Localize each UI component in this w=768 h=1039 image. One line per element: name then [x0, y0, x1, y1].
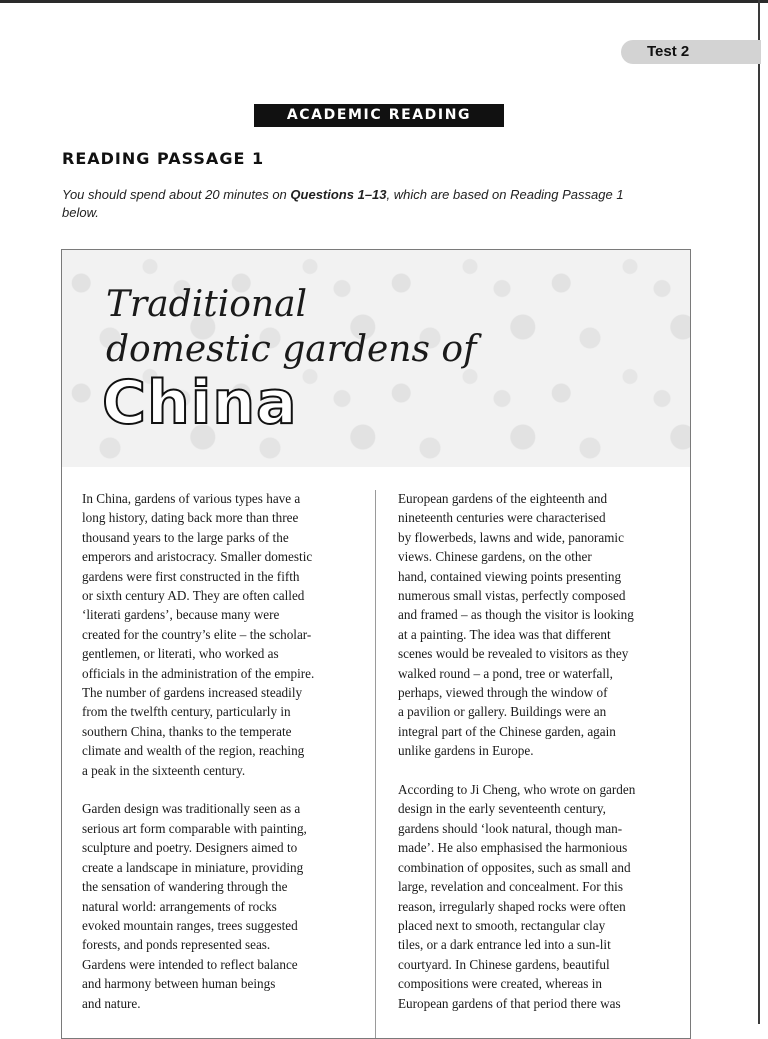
text-line: scenes would be revealed to visitors as they	[398, 646, 629, 662]
text-line: forests, and ponds represented seas.	[82, 937, 271, 953]
text-line: and harmony between human beings	[82, 976, 276, 992]
test-label-tab: Test 2	[621, 40, 761, 64]
text-line: made’. He also emphasised the harmonious	[398, 840, 628, 856]
text-line: gardens should ‘look natural, though man-	[398, 820, 623, 836]
text-line: created for the country’s elite – the scholar-	[82, 626, 312, 642]
text-line: Gardens were intended to reflect balance	[82, 956, 298, 972]
text-line: evoked mountain ranges, trees suggested	[82, 917, 298, 933]
instruction-before: You should spend about 20 minutes on	[62, 187, 291, 202]
page-edge-right	[758, 0, 760, 1024]
text-line: integral part of the Chinese garden, again	[398, 723, 616, 739]
left-paragraph-1	[82, 489, 352, 780]
text-line: a peak in the sixteenth century.	[82, 762, 246, 778]
text-line: unlike gardens in Europe.	[398, 743, 534, 759]
text-line: serious art form comparable with painting,	[82, 820, 307, 836]
left-column	[82, 489, 352, 1032]
passage-heading: READING PASSAGE 1	[62, 149, 265, 168]
text-line: long history, dating back more than three	[82, 510, 299, 526]
text-line: Garden design was traditionally seen as a	[82, 801, 301, 817]
instruction-questions: Questions 1–13	[290, 187, 387, 202]
text-line: emperors and aristocracy. Smaller domestic	[82, 549, 313, 565]
instruction-after: , which are based on Reading Passage 1	[386, 187, 624, 202]
text-line: and framed – as though the visitor is looking	[398, 607, 634, 623]
text-line: European gardens of that period there was	[398, 995, 621, 1011]
article-title-line1: Traditional	[106, 284, 308, 325]
article-title-china: China	[102, 368, 298, 438]
instruction-line2: below.	[62, 205, 99, 220]
text-line: thousand years to the large parks of the	[82, 529, 289, 545]
text-line: natural world: arrangements of rocks	[82, 898, 277, 914]
text-line: walked round – a pond, tree or waterfall,	[398, 665, 613, 681]
text-line: sculpture and poetry. Designers aimed to	[82, 840, 298, 856]
right-column	[398, 489, 668, 1032]
text-line: According to Ji Cheng, who wrote on garden	[398, 782, 636, 798]
text-line: a pavilion or gallery. Buildings were an	[398, 704, 607, 720]
text-line: views. Chinese gardens, on the other	[398, 549, 592, 565]
right-paragraph-2	[398, 780, 668, 1013]
text-line: In China, gardens of various types have a	[82, 491, 301, 506]
text-line: from the twelfth century, particularly in	[82, 704, 291, 720]
text-line: compositions were created, whereas in	[398, 976, 602, 992]
text-line: design in the early seventeenth century,	[398, 801, 606, 817]
text-line: officials in the administration of the empire.	[82, 665, 315, 681]
text-line: by flowerbeds, lawns and wide, panoramic	[398, 529, 624, 545]
text-line: placed next to smooth, rectangular clay	[398, 917, 606, 933]
text-line: the sensation of wandering through the	[82, 879, 288, 895]
text-line: combination of opposites, such as small and	[398, 859, 631, 875]
article-title-line2: domestic gardens of	[106, 329, 477, 370]
text-line: southern China, thanks to the temperate	[82, 723, 292, 739]
text-line: The number of gardens increased steadily	[82, 685, 303, 701]
text-line: and nature.	[82, 995, 141, 1011]
text-line: create a landscape in miniature, providing	[82, 859, 304, 875]
text-line: perhaps, viewed through the window of	[398, 685, 608, 701]
text-line: courtyard. In Chinese gardens, beautiful	[398, 956, 610, 972]
article-box	[61, 249, 691, 1039]
text-line: nineteenth centuries were characterised	[398, 510, 606, 526]
text-line: climate and wealth of the region, reaching	[82, 743, 305, 759]
text-line: European gardens of the eighteenth and	[398, 491, 608, 506]
text-line: numerous small vistas, perfectly composed	[398, 588, 626, 604]
column-divider	[375, 490, 376, 1039]
left-paragraph-2	[82, 799, 352, 1012]
text-line: reason, irregularly shaped rocks were often	[398, 898, 626, 914]
right-paragraph-1	[398, 489, 668, 761]
text-line: at a painting. The idea was that different	[398, 626, 611, 642]
page-edge-top	[0, 0, 768, 3]
text-line: large, revelation and concealment. For this	[398, 879, 623, 895]
instruction-text	[62, 186, 702, 222]
text-line: tiles, or a dark entrance led into a sun-lit	[398, 937, 611, 953]
text-line: or sixth century AD. They are often called	[82, 588, 305, 604]
text-line: ‘literati gardens’, because many were	[82, 607, 280, 623]
text-line: gardens were first constructed in the fifth	[82, 568, 300, 584]
text-line: hand, contained viewing points presenting	[398, 568, 622, 584]
section-banner: ACADEMIC READING	[254, 104, 504, 127]
text-line: gentlemen, or literati, who worked as	[82, 646, 279, 662]
